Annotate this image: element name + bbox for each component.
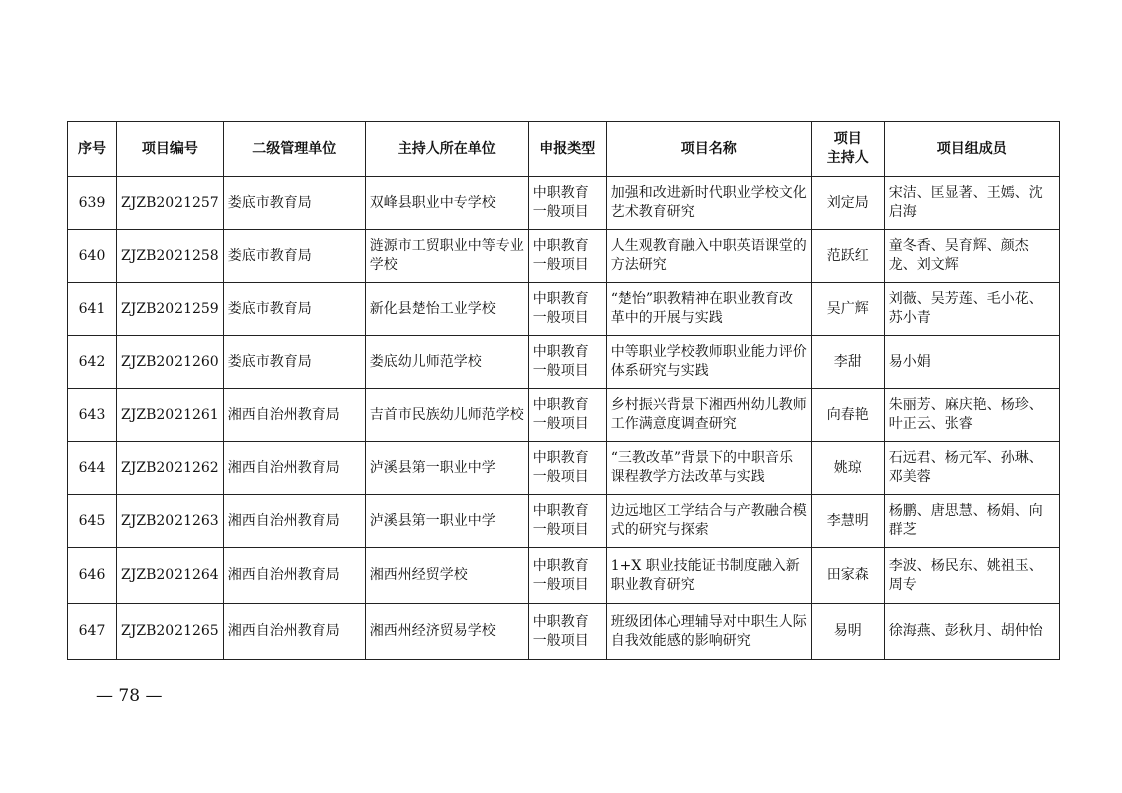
cell-members: 朱丽芳、麻庆艳、杨珍、叶正云、张睿 (884, 389, 1059, 442)
cell-name: 边远地区工学结合与产教融合模式的研究与探索 (606, 495, 811, 548)
cell-type: 中职教育一般项目 (528, 548, 606, 604)
cell-host-unit: 涟源市工贸职业中等专业学校 (365, 230, 528, 283)
cell-members: 杨鹏、唐思慧、杨娟、向群芝 (884, 495, 1059, 548)
header-unit: 二级管理单位 (223, 122, 365, 177)
cell-type: 中职教育一般项目 (528, 336, 606, 389)
cell-host: 刘定局 (811, 177, 884, 230)
cell-name: 班级团体心理辅导对中职生人际自我效能感的影响研究 (606, 604, 811, 660)
cell-seq: 646 (68, 548, 117, 604)
cell-name: 中等职业学校教师职业能力评价体系研究与实践 (606, 336, 811, 389)
cell-members: 石远君、杨元军、孙琳、邓美蓉 (884, 442, 1059, 495)
cell-unit: 湘西自治州教育局 (223, 548, 365, 604)
cell-unit: 娄底市教育局 (223, 283, 365, 336)
cell-name: 人生观教育融入中职英语课堂的方法研究 (606, 230, 811, 283)
cell-code: ZJZB2021258 (117, 230, 224, 283)
header-host-unit: 主持人所在单位 (365, 122, 528, 177)
cell-seq: 647 (68, 604, 117, 660)
table-row (68, 177, 1060, 230)
cell-name: 加强和改进新时代职业学校文化艺术教育研究 (606, 177, 811, 230)
cell-unit: 娄底市教育局 (223, 230, 365, 283)
table-row (68, 389, 1060, 442)
table-row (68, 495, 1060, 548)
cell-code: ZJZB2021264 (117, 548, 224, 604)
cell-name: 乡村振兴背景下湘西州幼儿教师工作满意度调查研究 (606, 389, 811, 442)
cell-seq: 643 (68, 389, 117, 442)
cell-unit: 湘西自治州教育局 (223, 495, 365, 548)
cell-host: 范跃红 (811, 230, 884, 283)
cell-code: ZJZB2021260 (117, 336, 224, 389)
cell-host: 李甜 (811, 336, 884, 389)
cell-unit: 湘西自治州教育局 (223, 389, 365, 442)
cell-members: 李波、杨民东、姚祖玉、周专 (884, 548, 1059, 604)
cell-code: ZJZB2021265 (117, 604, 224, 660)
cell-code: ZJZB2021257 (117, 177, 224, 230)
table-row (68, 336, 1060, 389)
cell-seq: 645 (68, 495, 117, 548)
cell-type: 中职教育一般项目 (528, 604, 606, 660)
cell-members: 刘薇、吴芳莲、毛小花、苏小青 (884, 283, 1059, 336)
cell-type: 中职教育一般项目 (528, 177, 606, 230)
cell-name: “三教改革”背景下的中职音乐课程教学方法改革与实践 (606, 442, 811, 495)
cell-host: 易明 (811, 604, 884, 660)
header-members: 项目组成员 (884, 122, 1059, 177)
header-seq: 序号 (68, 122, 117, 177)
cell-host: 田家森 (811, 548, 884, 604)
cell-code: ZJZB2021259 (117, 283, 224, 336)
cell-type: 中职教育一般项目 (528, 230, 606, 283)
cell-unit: 娄底市教育局 (223, 177, 365, 230)
header-host-line1: 项目 (833, 131, 862, 147)
cell-unit: 湘西自治州教育局 (223, 604, 365, 660)
cell-type: 中职教育一般项目 (528, 283, 606, 336)
table-row (68, 230, 1060, 283)
cell-host: 吴广辉 (811, 283, 884, 336)
cell-host: 向春艳 (811, 389, 884, 442)
header-name: 项目名称 (606, 122, 811, 177)
table-row (68, 548, 1060, 604)
cell-members: 宋洁、匡显著、王嫣、沈启海 (884, 177, 1059, 230)
table-body (68, 177, 1060, 660)
cell-unit: 娄底市教育局 (223, 336, 365, 389)
cell-host-unit: 泸溪县第一职业中学 (365, 495, 528, 548)
cell-seq: 644 (68, 442, 117, 495)
header-host (811, 122, 884, 177)
project-table (67, 121, 1060, 660)
cell-host-unit: 泸溪县第一职业中学 (365, 442, 528, 495)
cell-host-unit: 湘西州经济贸易学校 (365, 604, 528, 660)
cell-type: 中职教育一般项目 (528, 495, 606, 548)
cell-host-unit: 双峰县职业中专学校 (365, 177, 528, 230)
cell-seq: 639 (68, 177, 117, 230)
cell-host: 李慧明 (811, 495, 884, 548)
header-type: 申报类型 (528, 122, 606, 177)
cell-seq: 642 (68, 336, 117, 389)
cell-type: 中职教育一般项目 (528, 442, 606, 495)
header-host-line2: 主持人 (826, 150, 869, 166)
page-number: — 78 — (96, 686, 163, 706)
cell-members: 童冬香、吴育辉、颜杰龙、刘文辉 (884, 230, 1059, 283)
cell-name: “楚怡”职教精神在职业教育改革中的开展与实践 (606, 283, 811, 336)
table-header-row (68, 122, 1060, 177)
cell-code: ZJZB2021261 (117, 389, 224, 442)
cell-code: ZJZB2021263 (117, 495, 224, 548)
cell-unit: 湘西自治州教育局 (223, 442, 365, 495)
cell-host-unit: 娄底幼儿师范学校 (365, 336, 528, 389)
cell-seq: 641 (68, 283, 117, 336)
table-row (68, 442, 1060, 495)
table-row (68, 283, 1060, 336)
cell-host-unit: 新化县楚怡工业学校 (365, 283, 528, 336)
cell-host: 姚琼 (811, 442, 884, 495)
header-code: 项目编号 (117, 122, 224, 177)
cell-code: ZJZB2021262 (117, 442, 224, 495)
cell-members: 徐海燕、彭秋月、胡仲怡 (884, 604, 1059, 660)
cell-seq: 640 (68, 230, 117, 283)
table-row (68, 604, 1060, 660)
cell-members: 易小娟 (884, 336, 1059, 389)
cell-host-unit: 吉首市民族幼儿师范学校 (365, 389, 528, 442)
cell-name: 1+X 职业技能证书制度融入新职业教育研究 (606, 548, 811, 604)
cell-type: 中职教育一般项目 (528, 389, 606, 442)
cell-host-unit: 湘西州经贸学校 (365, 548, 528, 604)
